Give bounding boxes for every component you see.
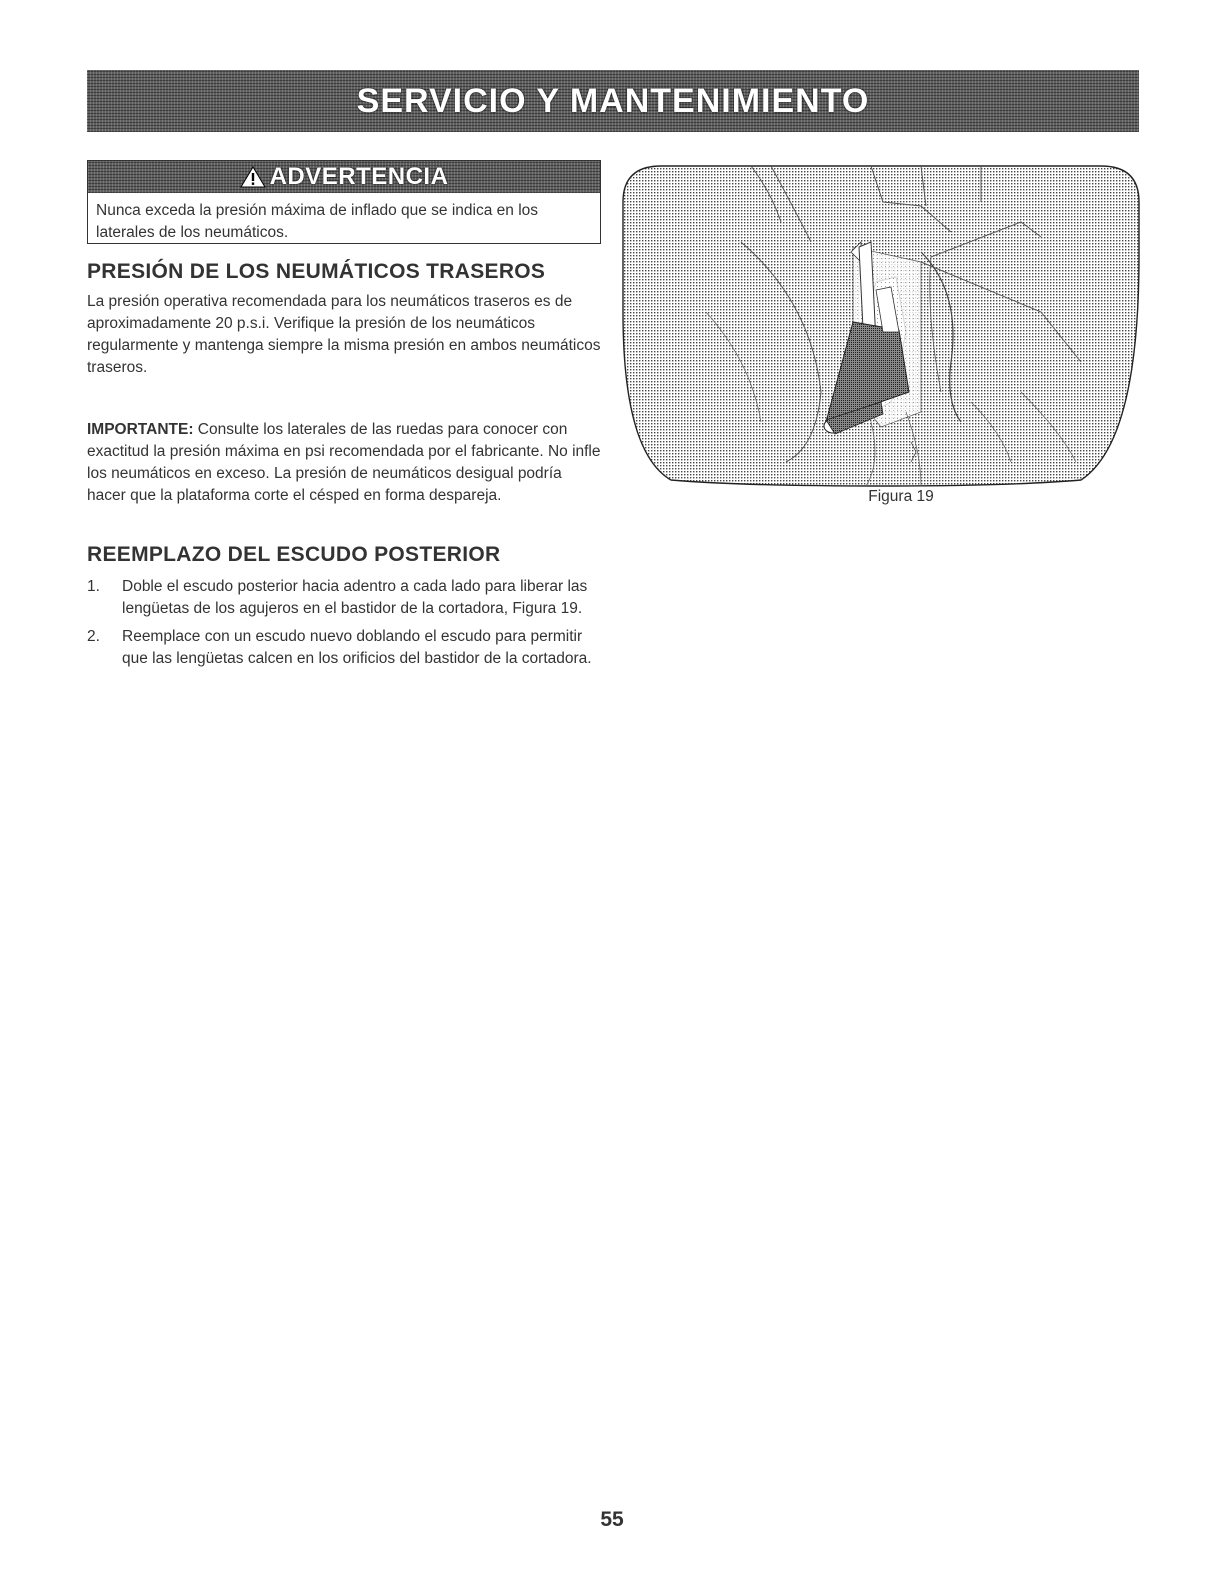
step-number: 1. [87,578,100,595]
page-number: 55 [600,1508,624,1531]
section-heading-rear-tire-pressure: PRESIÓN DE LOS NEUMÁTICOS TRASEROS [87,260,546,283]
important-note [87,419,602,507]
warning-text: Nunca exceda la presión máxima de inflado que se indica en los laterales de los neumáticos. [96,202,539,241]
step-text: Doble el escudo posterior hacia adentro a cada lado para liberar las lengüetas de los agujeros en el bastidor de la cortadora, Figura 19. [122,578,588,617]
step-number: 2. [87,628,100,645]
important-text: Consulte los laterales de las ruedas para conocer con exactitud la presión máxima en psi recomendada por el fabricante. No infle los neumáticos en exceso. La presión de neumáticos desigual podría hacer que la plataforma corte el césped en forma despareja. [87,421,601,504]
list-item [87,576,602,620]
warning-box [87,160,601,244]
section-banner [87,70,1139,132]
warning-triangle-icon [240,165,266,189]
figure-19-illustration [621,162,1141,490]
figure-caption: Figura 19 [868,488,934,505]
list-item [87,626,602,670]
banner-title: SERVICIO Y MANTENIMIENTO [356,81,870,120]
section-heading-rear-shield-replacement: REEMPLAZO DEL ESCUDO POSTERIOR [87,543,501,566]
warning-title: ADVERTENCIA [269,163,449,190]
warning-header [88,161,600,193]
replacement-steps-list [87,576,602,676]
tire-pressure-paragraph: La presión operativa recomendada para los neumáticos traseros es de aproximadamente 20 p.s.i. Verifique la presión de los neumáticos regularmente y mantenga siempre la misma presión en ambos neumáticos traseros. [87,293,601,376]
important-label: IMPORTANTE: [87,421,194,438]
step-text: Reemplace con un escudo nuevo doblando el escudo para permitir que las lengüetas calcen en los orificios del bastidor de la cortadora. [122,628,592,667]
